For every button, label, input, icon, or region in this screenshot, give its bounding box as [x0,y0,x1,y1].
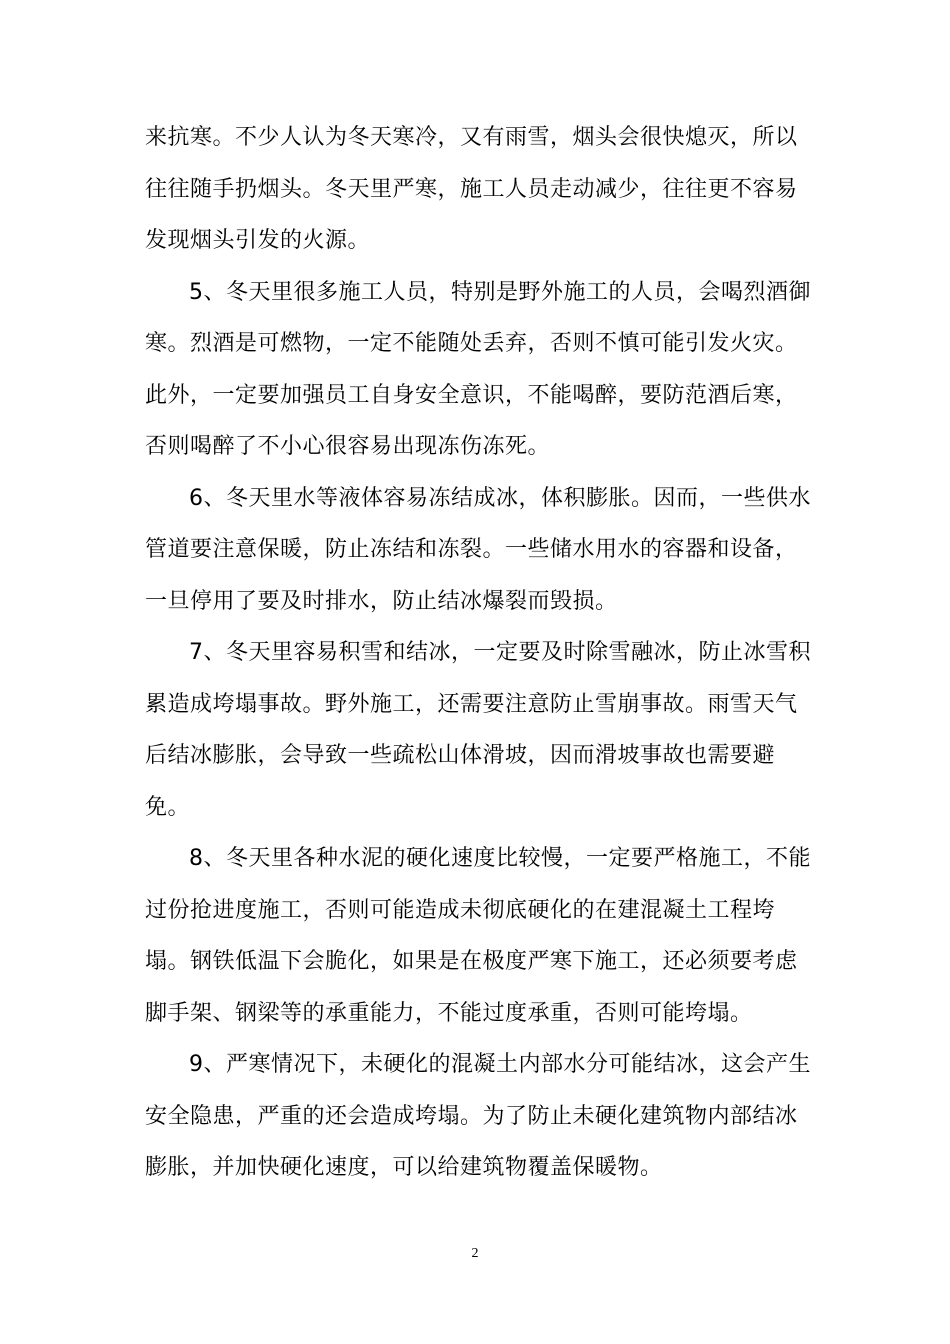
text-line: 累造成垮塌事故。野外施工，还需要注意防止雪崩事故。雨雪天气 [145,691,798,717]
text-line: 塌。钢铁低温下会脆化，如果是在极度严寒下施工，还必须要考虑 [145,949,798,974]
document-body [145,112,810,1194]
text-line: 否则喝醉了不小心很容易出现冻伤冻死。 [145,434,551,459]
text-line: 寒。烈酒是可燃物，一定不能随处丢弃，否则不慎可能引发火灾。 [145,331,798,356]
text-line: 后结冰膨胀，会导致一些疏松山体滑坡，因而滑坡事故也需要避 [145,743,776,768]
text-line: 一旦停用了要及时排水，防止结冰爆裂而毁损。 [145,588,618,614]
paragraph-9-start: 9、严寒情况下，未硬化的混凝土内部水分可能结冰，这会产生 [189,1052,811,1077]
paragraph-7-start: 7、冬天里容易积雪和结冰，一定要及时除雪融冰，防止冰雪积 [189,640,811,665]
text-line: 来抗寒。不少人认为冬天寒冷，又有雨雪，烟头会很快熄灭，所以 [145,125,798,150]
page-number: 2 [471,1246,479,1261]
text-line: 管道要注意保暖，防止冻结和冻裂。一些储水用水的容器和设备， [145,537,798,562]
text-line: 免。 [145,794,191,820]
text-line: 过份抢进度施工，否则可能造成未彻底硬化的在建混凝土工程垮 [145,897,776,923]
text-line: 发现烟头引发的火源。 [145,228,371,253]
paragraph-5-start: 5、冬天里很多施工人员，特别是野外施工的人员，会喝烈酒御 [189,279,811,305]
text-line: 膨胀，并加快硬化速度，可以给建筑物覆盖保暖物。 [145,1155,663,1180]
paragraph-6-start: 6、冬天里水等液体容易冻结成冰，体积膨胀。因而，一些供水 [189,485,811,511]
text-line: 往往随手扔烟头。冬天里严寒，施工人员走动减少，往往更不容易 [145,176,798,202]
text-line: 安全隐患，严重的还会造成垮塌。为了防止未硬化建筑物内部结冰 [145,1103,798,1129]
text-line: 此外，一定要加强员工自身安全意识，不能喝醉，要防范酒后寒， [145,382,798,408]
text-line: 脚手架、钢梁等的承重能力，不能过度承重，否则可能垮塌。 [145,1000,753,1026]
paragraph-8-start: 8、冬天里各种水泥的硬化速度比较慢，一定要严格施工，不能 [189,846,811,871]
